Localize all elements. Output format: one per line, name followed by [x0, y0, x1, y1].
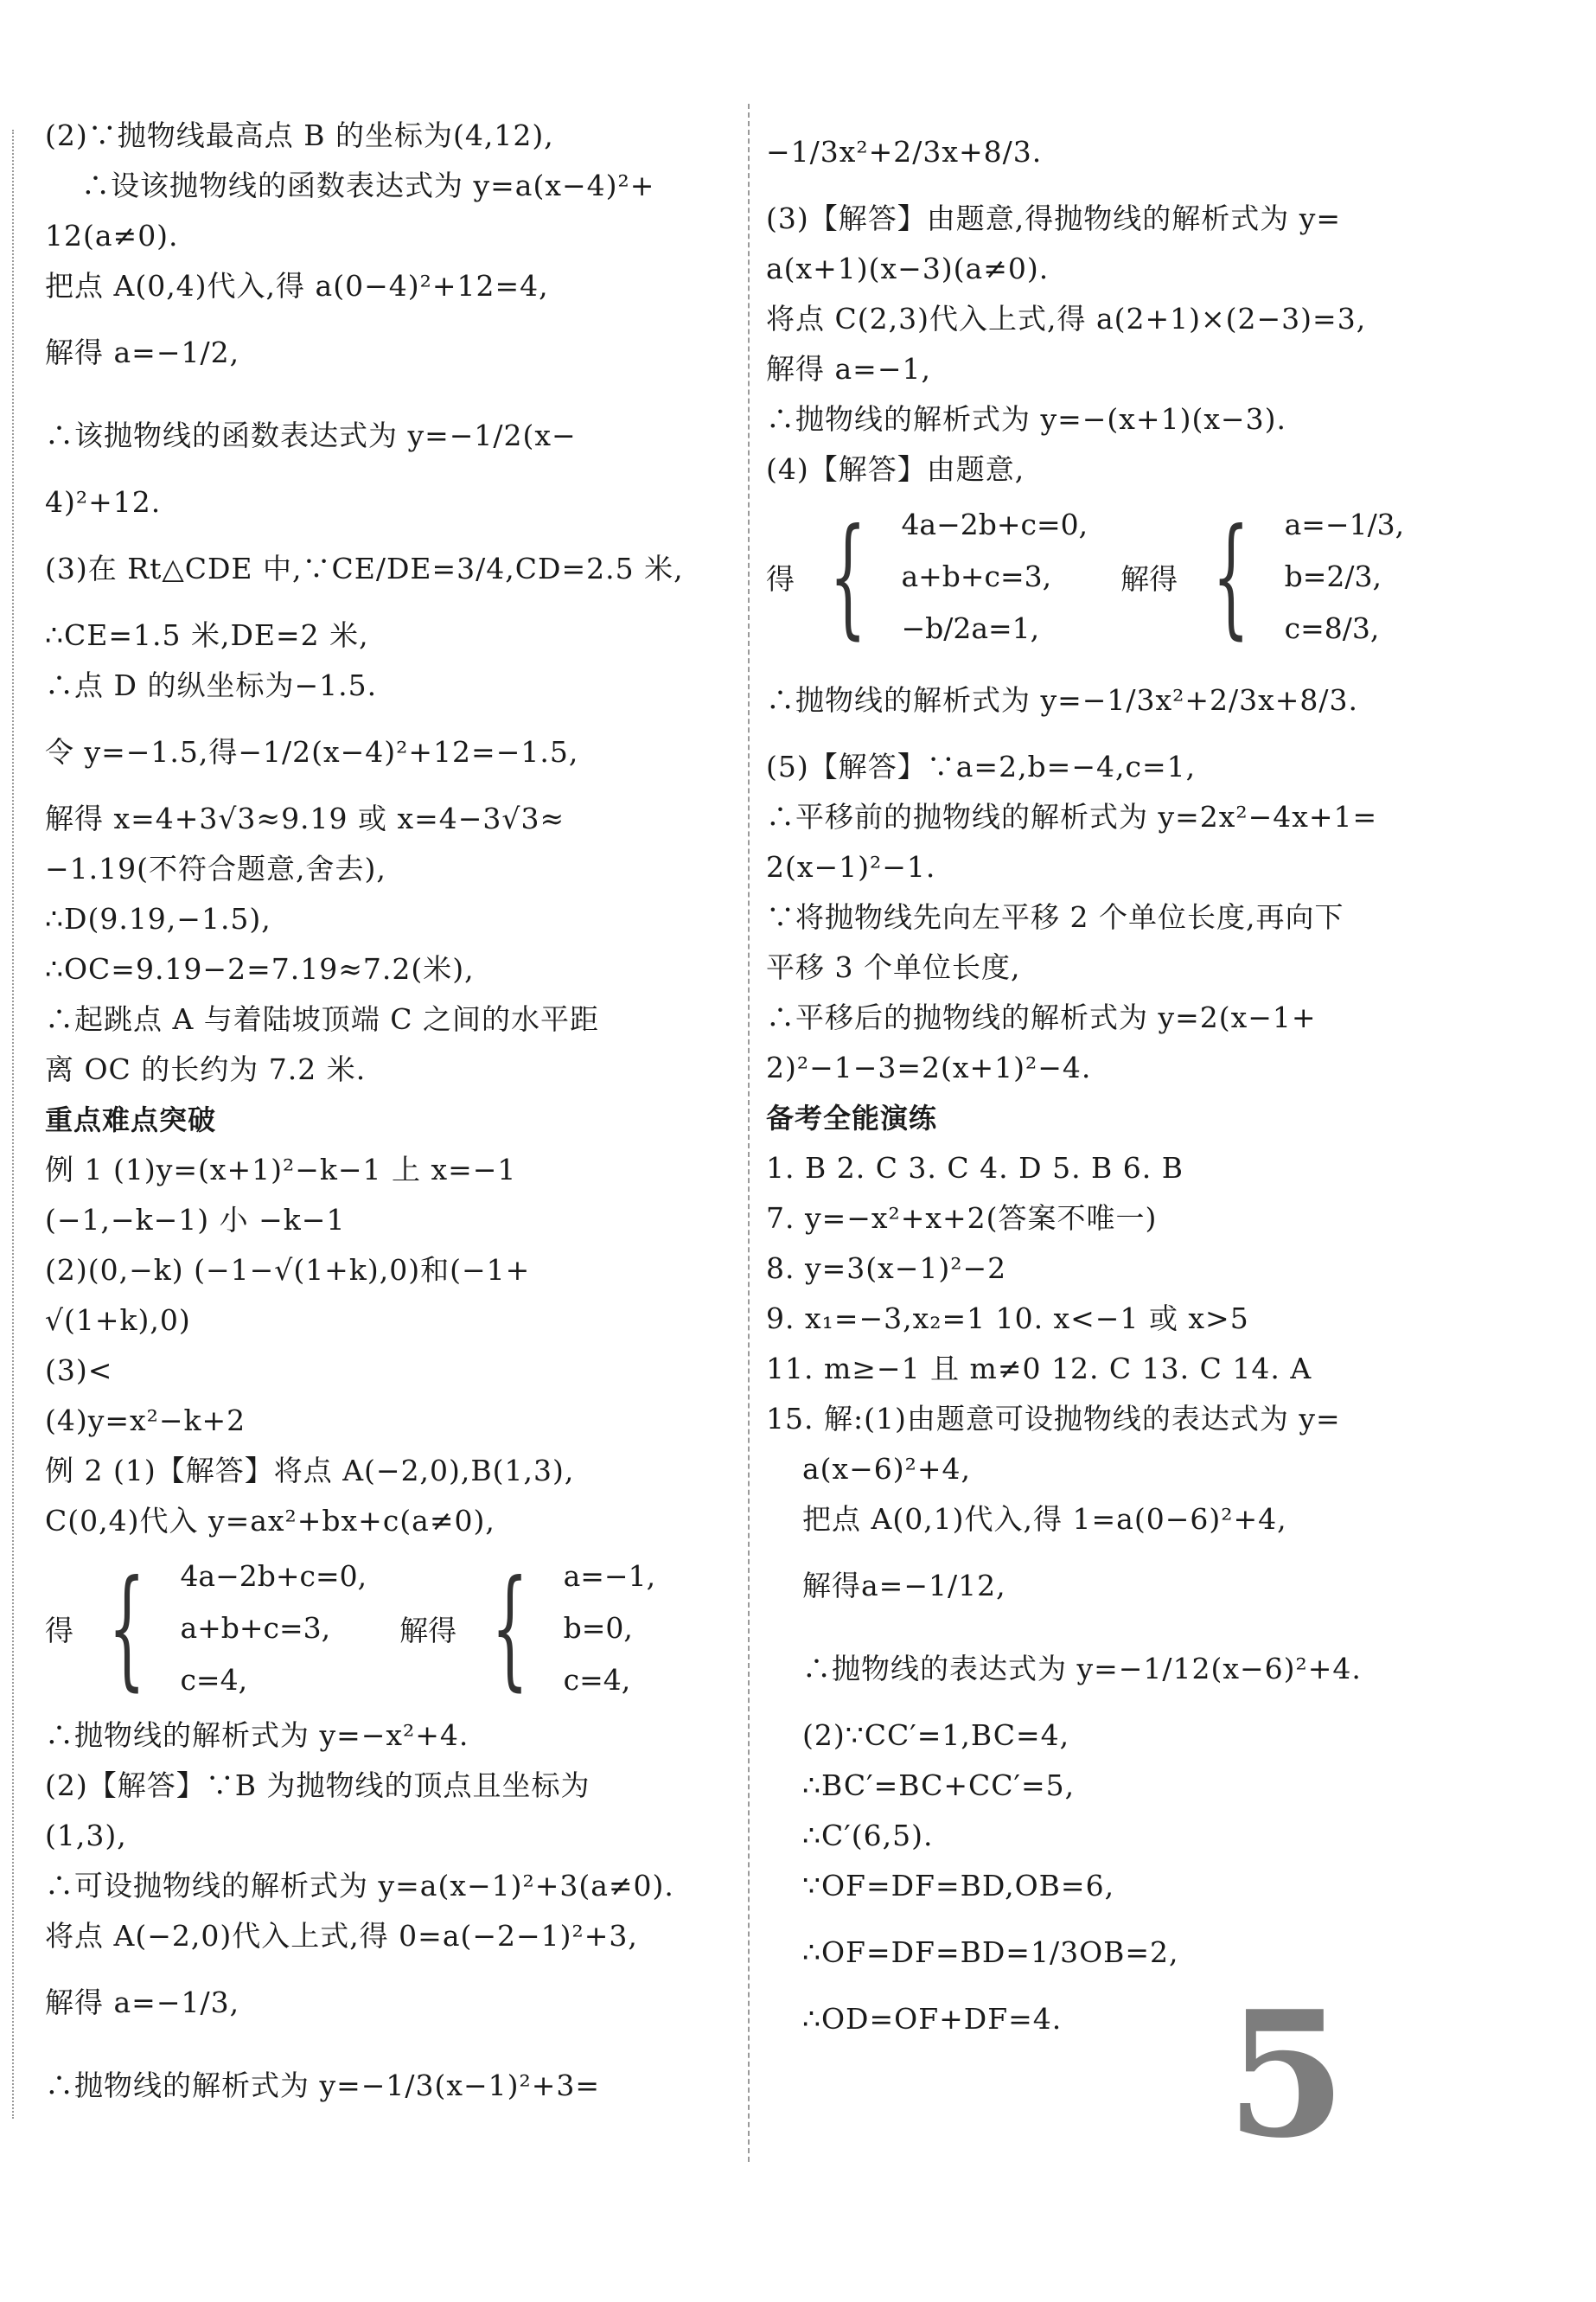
text-line: (3)【解答】由题意,得抛物线的解析式为 y=	[766, 201, 1342, 235]
text-line: 解得a=−1/12,	[802, 1569, 1006, 1602]
equation: a+b+c=3,	[180, 1611, 331, 1645]
system-equations	[180, 1553, 367, 1704]
equation: b=0,	[563, 1611, 633, 1645]
text-line: 把点 A(0,1)代入,得 1=a(0−6)²+4,	[802, 1502, 1287, 1536]
equation-system	[766, 495, 1449, 659]
example-line: 例 2 (1)【解答】将点 A(−2,0),B(1,3),	[45, 1454, 575, 1487]
text-line: a(x−6)²+4,	[802, 1452, 972, 1486]
equation: c=4,	[563, 1663, 631, 1697]
text-line: 解得 a=−1,	[766, 352, 931, 386]
page-number: 5	[1226, 1973, 1347, 2177]
text-line: 15. 解:(1)由题意可设抛物线的表达式为 y=	[766, 1402, 1341, 1436]
answer-line: 9. x₁=−3,x₂=1 10. x<−1 或 x>5	[766, 1301, 1249, 1335]
text-line: ∴D(9.19,−1.5),	[45, 902, 271, 936]
solve-label: 解得	[1120, 561, 1178, 596]
text-line: 2(x−1)²−1.	[766, 850, 936, 884]
left-brace-icon: {	[491, 1553, 529, 1704]
text-line: −1/3x²+2/3x+8/3.	[766, 135, 1043, 169]
left-brace-icon: {	[1212, 502, 1250, 652]
section-heading: 重点难点突破	[45, 1103, 217, 1136]
text-line: ∴平移前的抛物线的解析式为 y=2x²−4x+1=	[766, 800, 1378, 834]
text-line: ∴平移后的抛物线的解析式为 y=2(x−1+	[766, 1001, 1317, 1034]
text-line: (2)∵抛物线最高点 B 的坐标为(4,12),	[45, 118, 554, 152]
equation: a=−1/3,	[1284, 508, 1405, 541]
text-line: 解得 a=−1/3,	[45, 1985, 240, 2019]
example-line: (3)<	[45, 1353, 113, 1387]
example-line: 例 1 (1)y=(x+1)²−k−1 上 x=−1	[45, 1153, 517, 1186]
text-line: 平移 3 个单位长度,	[766, 950, 1021, 984]
equation: c=8/3,	[1284, 611, 1380, 645]
text-line: (2)∵CC′=1,BC=4,	[802, 1718, 1070, 1752]
text-line: (5)【解答】∵a=2,b=−4,c=1,	[766, 750, 1197, 783]
answer-line: 8. y=3(x−1)²−2	[766, 1251, 1007, 1285]
text-line: 令 y=−1.5,得−1/2(x−4)²+12=−1.5,	[45, 735, 579, 769]
equation: 4a−2b+c=0,	[901, 508, 1088, 541]
equation: a+b+c=3,	[901, 560, 1052, 593]
text-line: (4)【解答】由题意,	[766, 452, 1025, 486]
text-line: 4)²+12.	[45, 485, 162, 519]
example-line: (−1,−k−1) 小 −k−1	[45, 1203, 346, 1237]
text-line: ∴可设抛物线的解析式为 y=a(x−1)²+3(a≠0).	[45, 1869, 674, 1902]
text-line: ∴点 D 的纵坐标为−1.5.	[45, 668, 378, 702]
answer-line: 7. y=−x²+x+2(答案不唯一)	[766, 1201, 1158, 1235]
equation: c=4,	[180, 1663, 248, 1697]
section-heading: 备考全能演练	[766, 1102, 938, 1135]
system-label: 得	[45, 1613, 73, 1647]
text-line: 解得 x=4+3√3≈9.19 或 x=4−3√3≈	[45, 802, 565, 835]
text-line: (1,3),	[45, 1819, 127, 1852]
left-brace-icon: {	[829, 502, 867, 652]
text-line: ∴起跳点 A 与着陆坡顶端 C 之间的水平距	[45, 1002, 600, 1036]
equation: b=2/3,	[1284, 560, 1382, 593]
text-line: ∴OC=9.19−2=7.19≈7.2(米),	[45, 952, 475, 986]
equation: a=−1,	[563, 1559, 656, 1593]
system-solution	[1285, 502, 1405, 652]
text-line: ∴抛物线的解析式为 y=−1/3x²+2/3x+8/3.	[766, 683, 1359, 717]
system-solution	[564, 1553, 655, 1704]
text-line: −1.19(不符合题意,舍去),	[45, 852, 386, 886]
left-column	[45, 111, 728, 2127]
text-line: ∴OF=DF=BD=1/3OB=2,	[802, 1935, 1179, 1969]
text-line: 将点 C(2,3)代入上式,得 a(2+1)×(2−3)=3,	[766, 302, 1367, 336]
text-line: ∴设该抛物线的函数表达式为 y=a(x−4)²+	[81, 169, 655, 202]
text-line: 2)²−1−3=2(x+1)²−4.	[766, 1051, 1092, 1084]
text-line: (3)在 Rt△CDE 中,∵CE/DE=3/4,CD=2.5 米,	[45, 552, 684, 585]
text-line: ∵OF=DF=BD,OB=6,	[802, 1869, 1115, 1902]
example-line: √(1+k),0)	[45, 1303, 191, 1337]
text-line: ∴BC′=BC+CC′=5,	[802, 1768, 1076, 1802]
text-line: a(x+1)(x−3)(a≠0).	[766, 252, 1050, 285]
system-equations	[901, 502, 1088, 652]
text-line: ∴抛物线的表达式为 y=−1/12(x−6)²+4.	[802, 1652, 1362, 1685]
right-column	[766, 111, 1449, 2044]
answer-line: 1. B 2. C 3. C 4. D 5. B 6. B	[766, 1151, 1184, 1185]
left-brace-icon: {	[108, 1553, 146, 1704]
text-line: ∴抛物线的解析式为 y=−x²+4.	[45, 1718, 469, 1752]
solve-label: 解得	[399, 1613, 457, 1647]
answer-line: 11. m≥−1 且 m≠0 12. C 13. C 14. A	[766, 1352, 1312, 1385]
text-line: 把点 A(0,4)代入,得 a(0−4)²+12=4,	[45, 269, 549, 303]
example-line: (2)(0,−k) (−1−√(1+k),0)和(−1+	[45, 1253, 531, 1287]
equation-system	[45, 1546, 728, 1711]
text-line: ∵将抛物线先向左平移 2 个单位长度,再向下	[766, 900, 1344, 934]
system-label: 得	[766, 561, 795, 596]
text-line: (2)【解答】∵B 为抛物线的顶点且坐标为	[45, 1768, 591, 1802]
equation: −b/2a=1,	[901, 611, 1040, 645]
text-line: ∴C′(6,5).	[802, 1819, 934, 1852]
text-line: 将点 A(−2,0)代入上式,得 0=a(−2−1)²+3,	[45, 1919, 638, 1953]
example-line: (4)y=x²−k+2	[45, 1404, 246, 1437]
text-line: 解得 a=−1/2,	[45, 336, 240, 369]
text-line: ∴OD=OF+DF=4.	[802, 2002, 1063, 2036]
text-line: ∴抛物线的解析式为 y=−1/3(x−1)²+3=	[45, 2069, 601, 2102]
text-line: 离 OC 的长约为 7.2 米.	[45, 1052, 367, 1086]
example-line: C(0,4)代入 y=ax²+bx+c(a≠0),	[45, 1504, 495, 1538]
binding-margin-line	[12, 130, 14, 2119]
text-line: ∴抛物线的解析式为 y=−(x+1)(x−3).	[766, 402, 1286, 436]
text-line: ∴该抛物线的函数表达式为 y=−1/2(x−	[45, 419, 577, 452]
column-divider	[748, 104, 750, 2162]
equation: 4a−2b+c=0,	[180, 1559, 367, 1593]
text-line: ∴CE=1.5 米,DE=2 米,	[45, 618, 369, 652]
text-line: 12(a≠0).	[45, 219, 179, 253]
